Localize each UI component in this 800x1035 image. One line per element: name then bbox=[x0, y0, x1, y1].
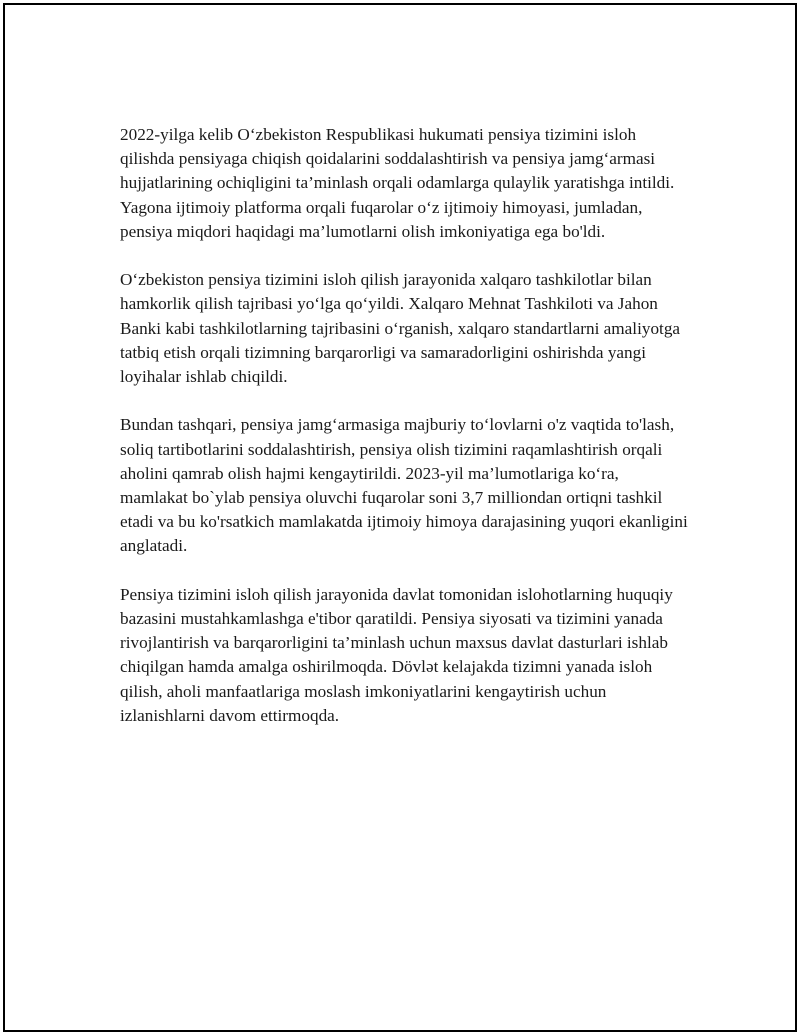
paragraph-4: Pensiya tizimini isloh qilish jarayonida davlat tomonidan islohotlarning huquqiy bazasini mustahkamlashga e'tibor qaratildi. Pensiya siyosati va tizimini yanada rivojlantirish va barqarorligini ta’minlash uchun maxsus davlat dasturlari ishlab chiqilgan hamda amalga oshirilmoqda. Dövlət kelajakda tizimni yanada isloh qilish, aholi manfaatlariga moslash imkoniyatlarini kengaytirish uchun izlanishlarni davom ettirmoqda. bbox=[120, 584, 673, 725]
paragraph-3: Bundan tashqari, pensiya jamg‘armasiga majburiy to‘lovlarni o'z vaqtida to'lash, soliq tartibotlarini soddalashtirish, pensiya olish tizimini raqamlashtirish orqali aholini qamrab olish hajmi kengaytirildi. 2023-yil ma’lumotlariga ko‘ra, mamlakat bo`ylab pensiya oluvchi fuqarolar soni 3,7 milliondan ortiqni tashkil etadi va bu ko'rsatkich mamlakatda ijtimoiy himoya darajasining yuqori ekanligini anglatadi. bbox=[120, 415, 688, 556]
document-page bbox=[3, 3, 797, 1032]
paragraph-1: 2022-yilga kelib O‘zbekiston Respublikasi hukumati pensiya tizimini isloh qilishda pensiyaga chiqish qoidalarini soddalashtirish va pensiya jamg‘armasi hujjatlarining ochiqligini ta’minlash orqali odamlarga qulaylik yaratishga intildi. Yagona ijtimoiy platforma orqali fuqarolar o‘z ijtimoiy himoyasi, jumladan, pensiya miqdori haqidagi ma’lumotlarni olish imkoniyatiga ega bo'ldi. bbox=[120, 125, 675, 241]
document-body bbox=[120, 123, 690, 728]
paragraph-2: O‘zbekiston pensiya tizimini isloh qilish jarayonida xalqaro tashkilotlar bilan hamkorlik qilish tajribasi yo‘lga qo‘yildi. Xalqaro Mehnat Tashkiloti va Jahon Banki kabi tashkilotlarning tajribasini o‘rganish, xalqaro standartlarni amaliyotga tatbiq etish orqali tizimning barqarorligi va samaradorligini oshirishda yangi loyihalar ishlab chiqildi. bbox=[120, 270, 681, 387]
